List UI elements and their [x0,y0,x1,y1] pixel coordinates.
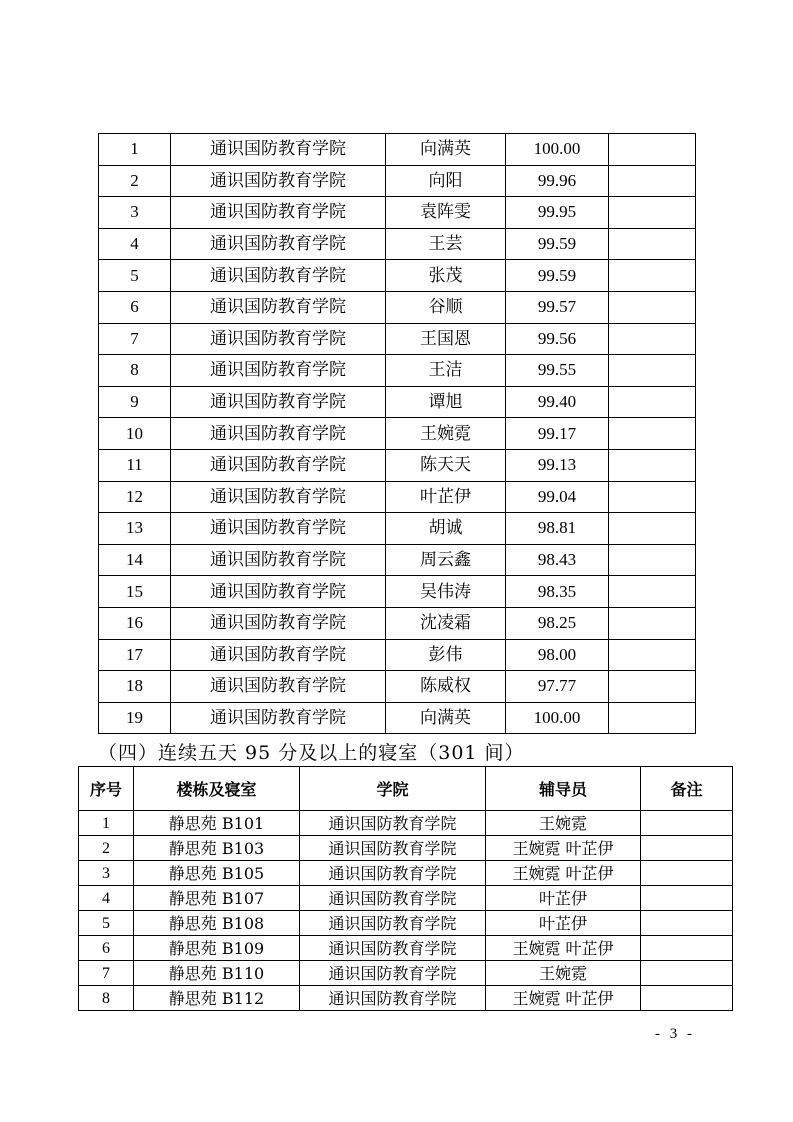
cell-score: 99.57 [506,291,609,323]
cell-name: 陈威权 [386,671,506,703]
cell-college: 通识国防教育学院 [300,811,486,836]
cell-college: 通识国防教育学院 [171,165,386,197]
cell-dorm: 静思苑 B108 [134,911,300,936]
cell-counselor: 王婉霓 叶芷伊 [486,861,641,886]
cell-counselor: 叶芷伊 [486,911,641,936]
cell-score: 98.43 [506,544,609,576]
cell-note [609,544,696,576]
cell-counselor: 王婉霓 叶芷伊 [486,936,641,961]
cell-name: 王芸 [386,228,506,260]
table-row [99,134,696,166]
cell-note [609,386,696,418]
cell-no: 17 [99,639,171,671]
cell-score: 99.59 [506,260,609,292]
header-dorm: 楼栋及寝室 [134,767,300,811]
cell-college: 通识国防教育学院 [171,702,386,734]
cell-college: 通识国防教育学院 [171,481,386,513]
cell-score: 99.96 [506,165,609,197]
cell-note [609,197,696,229]
cell-college: 通识国防教育学院 [171,386,386,418]
cell-name: 向满英 [386,702,506,734]
cell-name: 吴伟涛 [386,576,506,608]
cell-score: 100.00 [506,702,609,734]
cell-note [609,418,696,450]
cell-no: 7 [99,323,171,355]
table-row [99,260,696,292]
cell-note [609,702,696,734]
cell-note [641,886,733,911]
cell-score: 98.25 [506,607,609,639]
cell-college: 通识国防教育学院 [171,544,386,576]
header-note: 备注 [641,767,733,811]
cell-name: 王洁 [386,355,506,387]
table-row [99,639,696,671]
cell-name: 张茂 [386,260,506,292]
cell-no: 1 [79,811,134,836]
cell-counselor: 叶芷伊 [486,886,641,911]
table-row [99,197,696,229]
cell-no: 1 [99,134,171,166]
cell-note [609,323,696,355]
cell-score: 99.40 [506,386,609,418]
table-row [99,481,696,513]
cell-dorm: 静思苑 B105 [134,861,300,886]
cell-score: 99.17 [506,418,609,450]
cell-name: 袁阵雯 [386,197,506,229]
cell-college: 通识国防教育学院 [171,418,386,450]
cell-no: 7 [79,961,134,986]
cell-note [641,936,733,961]
cell-name: 谷顺 [386,291,506,323]
cell-college: 通识国防教育学院 [300,861,486,886]
cell-no: 15 [99,576,171,608]
cell-no: 4 [99,228,171,260]
cell-counselor: 王婉霓 [486,811,641,836]
cell-note [609,671,696,703]
cell-no: 14 [99,544,171,576]
page-number: - 3 - [655,1026,695,1042]
cell-counselor: 王婉霓 [486,961,641,986]
cell-counselor: 王婉霓 叶芷伊 [486,986,641,1011]
table-row [99,355,696,387]
header-counselor: 辅导员 [486,767,641,811]
cell-note [609,291,696,323]
cell-college: 通识国防教育学院 [300,886,486,911]
cell-no: 18 [99,671,171,703]
cell-college: 通识国防教育学院 [171,134,386,166]
score-table-body [99,134,696,734]
cell-name: 叶芷伊 [386,481,506,513]
table-row [99,607,696,639]
cell-college: 通识国防教育学院 [171,671,386,703]
cell-score: 98.81 [506,513,609,545]
table-row [79,986,733,1011]
cell-no: 6 [99,291,171,323]
cell-dorm: 静思苑 B110 [134,961,300,986]
cell-dorm: 静思苑 B101 [134,811,300,836]
cell-college: 通识国防教育学院 [171,639,386,671]
cell-score: 99.95 [506,197,609,229]
table-row [99,576,696,608]
header-no: 序号 [79,767,134,811]
cell-no: 5 [99,260,171,292]
cell-no: 8 [99,355,171,387]
cell-score: 99.13 [506,449,609,481]
cell-no: 5 [79,911,134,936]
cell-college: 通识国防教育学院 [171,576,386,608]
cell-score: 99.55 [506,355,609,387]
cell-no: 4 [79,886,134,911]
cell-college: 通识国防教育学院 [171,449,386,481]
table-row [79,911,733,936]
cell-name: 王婉霓 [386,418,506,450]
cell-name: 彭伟 [386,639,506,671]
cell-score: 98.00 [506,639,609,671]
table-row [79,886,733,911]
cell-no: 3 [99,197,171,229]
cell-note [609,228,696,260]
cell-no: 8 [79,986,134,1011]
cell-college: 通识国防教育学院 [300,911,486,936]
dorm-table [78,766,733,1011]
cell-name: 沈凌霜 [386,607,506,639]
table-row [99,323,696,355]
cell-note [609,481,696,513]
cell-college: 通识国防教育学院 [171,228,386,260]
header-college: 学院 [300,767,486,811]
cell-college: 通识国防教育学院 [171,260,386,292]
cell-name: 陈天天 [386,449,506,481]
cell-no: 11 [99,449,171,481]
cell-note [609,513,696,545]
cell-college: 通识国防教育学院 [171,607,386,639]
cell-college: 通识国防教育学院 [171,513,386,545]
cell-note [641,861,733,886]
cell-counselor: 王婉霓 叶芷伊 [486,836,641,861]
table-row [99,165,696,197]
cell-note [609,260,696,292]
cell-name: 向阳 [386,165,506,197]
cell-dorm: 静思苑 B103 [134,836,300,861]
cell-no: 9 [99,386,171,418]
cell-college: 通识国防教育学院 [300,961,486,986]
dorm-table-body [79,811,733,1011]
table-row [99,418,696,450]
section-heading: （四）连续五天 95 分及以上的寝室（301 间） [98,742,525,764]
table-row [99,449,696,481]
cell-name: 向满英 [386,134,506,166]
cell-note [641,811,733,836]
cell-note [609,576,696,608]
table-row [79,836,733,861]
cell-no: 2 [99,165,171,197]
cell-college: 通识国防教育学院 [300,986,486,1011]
cell-note [609,449,696,481]
table-row [99,671,696,703]
table-row [99,291,696,323]
cell-name: 周云鑫 [386,544,506,576]
cell-note [609,134,696,166]
cell-name: 谭旭 [386,386,506,418]
cell-college: 通识国防教育学院 [171,291,386,323]
cell-college: 通识国防教育学院 [300,936,486,961]
cell-note [609,639,696,671]
cell-note [609,355,696,387]
dorm-table-header [79,767,733,811]
cell-note [609,607,696,639]
table-row [99,702,696,734]
table-row [99,513,696,545]
cell-note [641,961,733,986]
table-row [99,544,696,576]
cell-note [641,986,733,1011]
cell-name: 王国恩 [386,323,506,355]
cell-dorm: 静思苑 B109 [134,936,300,961]
cell-no: 2 [79,836,134,861]
cell-no: 3 [79,861,134,886]
cell-note [641,836,733,861]
cell-college: 通识国防教育学院 [171,355,386,387]
cell-no: 6 [79,936,134,961]
cell-no: 16 [99,607,171,639]
header-row [79,767,733,811]
cell-college: 通识国防教育学院 [171,197,386,229]
cell-score: 99.59 [506,228,609,260]
cell-no: 12 [99,481,171,513]
table-row [79,936,733,961]
cell-score: 99.56 [506,323,609,355]
table-row [99,386,696,418]
cell-college: 通识国防教育学院 [171,323,386,355]
cell-score: 97.77 [506,671,609,703]
table-row [99,228,696,260]
cell-score: 100.00 [506,134,609,166]
cell-dorm: 静思苑 B112 [134,986,300,1011]
table-row [79,861,733,886]
cell-name: 胡诚 [386,513,506,545]
cell-score: 98.35 [506,576,609,608]
cell-dorm: 静思苑 B107 [134,886,300,911]
cell-note [609,165,696,197]
table-row [79,961,733,986]
cell-score: 99.04 [506,481,609,513]
score-table [98,133,696,734]
cell-note [641,911,733,936]
cell-college: 通识国防教育学院 [300,836,486,861]
cell-no: 19 [99,702,171,734]
cell-no: 10 [99,418,171,450]
cell-no: 13 [99,513,171,545]
table-row [79,811,733,836]
